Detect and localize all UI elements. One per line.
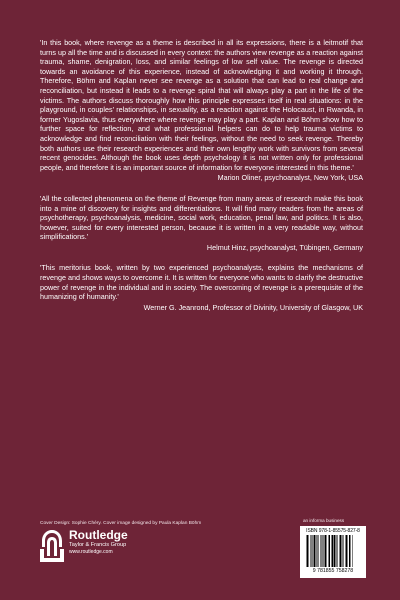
publisher-block bbox=[69, 529, 128, 555]
barcode-number: 9 781855 758278 bbox=[312, 568, 354, 574]
review-attribution-2: Helmut Hinz, psychoanalyst, Tübingen, Germany bbox=[206, 242, 363, 252]
informa-tagline: an informa business bbox=[303, 518, 345, 523]
routledge-logo-icon bbox=[39, 529, 65, 563]
isbn-label: ISBN 978-1-85575-827-8 bbox=[306, 528, 360, 534]
review-text-3: 'This meritorius book, written by two experienced psychoanalysts, explains the mechanisms of revenge and shows ways to overcome it. It is written for everyone who wants to clarify the destructive power of revenge in the individual and in society. The overcoming of revenge is a prerequisite of the humanizing of humanity.' bbox=[40, 263, 363, 302]
review-quote-2 bbox=[40, 194, 363, 253]
review-quote-1 bbox=[40, 38, 363, 183]
cover-design-credit: Cover Design: Sophie Chéry. Cover image designed by Paula Kaplan Böhm bbox=[40, 521, 202, 526]
review-text-2: 'All the collected phenomena on the theme of Revenge from many areas of research make this book into a mine of discovery for insights and differentiations. It will find many readers from the areas of psychotherapy, psychoanalysis, medicine, social work, education, penal law, and politics. It is also, however, suited for every interested person, because it is written in a very readable way, without simplifications.' bbox=[40, 193, 363, 242]
back-cover-reviews bbox=[40, 38, 363, 323]
review-attribution-3: Werner G. Jeanrond, Professor of Divinity, University of Glasgow, UK bbox=[143, 302, 363, 312]
publisher-url: www.routledge.com bbox=[69, 549, 113, 555]
review-quote-3 bbox=[40, 263, 363, 312]
review-attribution-1: Marion Oliner, psychoanalyst, New York, USA bbox=[217, 173, 363, 183]
isbn-barcode-box bbox=[300, 526, 366, 578]
publisher-group: Taylor & Francis Group bbox=[69, 542, 127, 548]
publisher-name: Routledge bbox=[69, 528, 128, 542]
barcode-icon bbox=[306, 535, 360, 567]
review-text-1: 'In this book, where revenge as a theme is described in all its expressions, there is a leitmotif that turns up all the time and is discussed in every context: the authors view revenge as a reaction against trauma, shame, denigration, loss, and similar feelings of low self value. The revenge is directed towards an avoidance of this experience, instead of acknowledging it and working it through. Therefore, Böhm and Kaplan never see revenge as a solution that can lead to real change and reconciliation, but instead it leads to a revenge spiral that will always play a part in the life of the victims. The authors discuss thoroughly how this principle expresses itself in real situations: in the playground, in couples' relationships, in sexuality, as a reaction against the Holocaust, in Rwanda, in former Yugoslavia, thus everywhere where revenge may play a part. Kaplan and Böhm show how to further space for reflection, and what professional helpers can do to help trauma victims to acknowledge and find reconciliation with their feelings, without the need to seek revenge. Thereby both authors use their research experiences and their own lengthy work with survivors from several recent genocides. Although the book uses depth psychology it is not written only for professional people, and therefore it is an important source of information for everyone interested in this theme.' bbox=[40, 38, 363, 172]
